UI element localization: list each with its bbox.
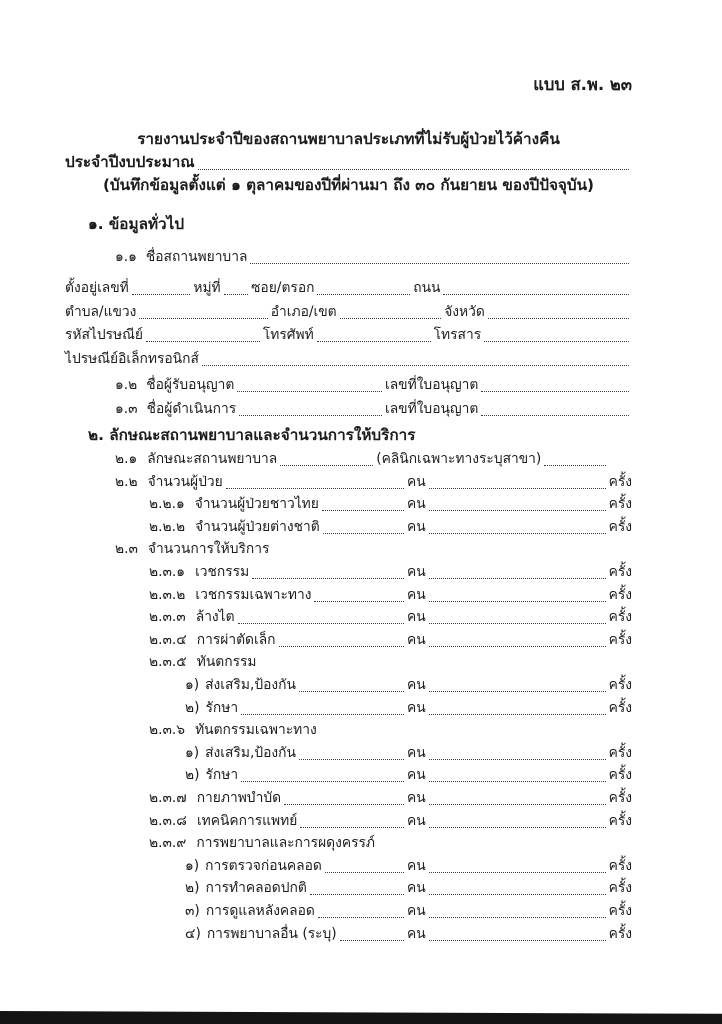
- unit-times-label: ครั้ง: [608, 473, 632, 490]
- item-number: ๒.๒.๒: [149, 518, 186, 535]
- item-label: การผ่าตัดเล็ก: [196, 631, 276, 648]
- subdistrict-blank: [139, 317, 267, 319]
- count-times-blank: [429, 713, 606, 715]
- unit-times-label: ครั้ง: [608, 564, 632, 581]
- fiscal-year-label: ประจำปีงบประมาณ: [65, 153, 195, 171]
- unit-times-label: ครั้ง: [608, 496, 632, 513]
- item-number: ๒.๓.๘: [149, 812, 187, 829]
- unit-times-label: ครั้ง: [608, 790, 632, 806]
- count-people-blank: [323, 532, 404, 534]
- licensee-name-blank: [237, 390, 382, 392]
- unit-people-label: คน: [407, 767, 426, 784]
- item-number: ๔): [185, 925, 201, 942]
- item-label: การดูแลหลังคลอด: [205, 902, 315, 919]
- form-content: [65, 0, 632, 945]
- count-times-blank: [429, 577, 606, 579]
- operator-name-blank: [239, 414, 382, 416]
- count-people-blank: [310, 893, 404, 895]
- road-label: ถนน: [413, 280, 441, 296]
- unit-people-label: คน: [407, 925, 426, 942]
- soi-label: ซอย/ตรอก: [251, 280, 315, 296]
- district-blank: [340, 317, 442, 319]
- unit-people-label: คน: [407, 586, 426, 603]
- count-people-blank: [241, 713, 404, 715]
- service-row: [65, 877, 632, 900]
- unit-people-label: คน: [407, 609, 426, 626]
- service-row: [65, 922, 632, 945]
- unit-times-label: ครั้ง: [608, 699, 632, 716]
- scan-artifact-bar: [0, 1011, 722, 1024]
- clinic-name-blank: [250, 262, 629, 264]
- licensee-label: ชื่อผู้รับอนุญาต: [146, 377, 235, 393]
- operator-row: [65, 396, 632, 420]
- facility-type-blank: [280, 464, 373, 466]
- count-people-blank: [325, 871, 404, 873]
- item-label: รักษา: [205, 767, 239, 784]
- province-label: จังหวัด: [444, 303, 485, 320]
- count-people-blank: [226, 487, 404, 489]
- unit-times-label: ครั้ง: [608, 586, 632, 603]
- unit-times-label: ครั้ง: [608, 925, 632, 942]
- service-row: [65, 719, 632, 742]
- count-times-blank: [429, 803, 606, 805]
- service-row: [65, 741, 632, 764]
- unit-people-label: คน: [407, 744, 426, 761]
- unit-people-label: คน: [407, 812, 426, 829]
- count-times-blank: [429, 645, 606, 647]
- count-people-blank: [300, 826, 404, 828]
- count-times-blank: [429, 939, 606, 941]
- item-label: ส่งเสริม,ป้องกัน: [205, 677, 296, 694]
- item-label: การพยาบาลและการผดุงครรภ์: [196, 835, 375, 852]
- form-code: แบบ ส.พ. ๒๓: [533, 75, 632, 94]
- unit-people-label: คน: [407, 473, 426, 490]
- service-row: [65, 606, 632, 629]
- service-row: [65, 515, 632, 538]
- count-people-blank: [340, 939, 404, 941]
- facility-type-label: ลักษณะสถานพยาบาล: [147, 451, 278, 468]
- item-number: ๑): [185, 744, 200, 761]
- item-number: ๒.๓.๑: [149, 564, 186, 581]
- item-label: จำนวนการให้บริการ: [147, 541, 270, 558]
- item-label: เวชกรรมเฉพาะทาง: [195, 586, 312, 603]
- service-row: [65, 854, 632, 877]
- service-row: [65, 899, 632, 922]
- address-row-1: [65, 276, 632, 300]
- address-row-3: [65, 323, 632, 347]
- service-row: [65, 560, 632, 583]
- clinic-name-row: [65, 244, 632, 268]
- item-number: ๑): [185, 857, 200, 874]
- postcode-label: รหัสไปรษณีย์: [65, 327, 144, 343]
- service-row: [65, 809, 632, 832]
- service-rows: [65, 470, 632, 944]
- item-label: จำนวนผู้ป่วย: [147, 473, 223, 490]
- item-number: ๒.๓.๔: [149, 631, 187, 648]
- item-label: จำนวนผู้ป่วยต่างชาติ: [195, 518, 320, 535]
- service-row: [65, 764, 632, 787]
- unit-people-label: คน: [407, 564, 426, 581]
- count-people-blank: [252, 577, 404, 579]
- count-times-blank: [429, 780, 606, 782]
- count-times-blank: [429, 509, 606, 511]
- item-label: กายภาพบำบัด: [196, 790, 282, 806]
- clinic-name-label: ชื่อสถานพยาบาล: [145, 248, 248, 265]
- form-title-line3: (บันทึกข้อมูลตั้งแต่ ๑ ตุลาคมของปีที่ผ่านมา ถึง ๓๐ กันยายน ของปีปัจจุบัน): [102, 176, 595, 194]
- license-no-blank: [481, 414, 629, 416]
- license-no-label: เลขที่ใบอนุญาต: [385, 400, 479, 417]
- item-label: ล้างไต: [195, 609, 235, 626]
- operator-label: ชื่อผู้ดำเนินการ: [146, 400, 237, 417]
- form-title-line2: [65, 151, 632, 174]
- unit-people-label: คน: [407, 631, 426, 648]
- count-times-blank: [429, 893, 606, 895]
- service-row: [65, 651, 632, 674]
- item-number: ๒.๑: [115, 451, 138, 468]
- item-number: ๓): [185, 902, 200, 919]
- count-people-blank: [279, 645, 404, 647]
- service-row: [65, 696, 632, 719]
- item-number: ๑): [185, 677, 200, 694]
- form-title-line1: รายงานประจำปีของสถานพยาบาลประเภทที่ไม่รับผู้ป่วยไว้ค้างคืน: [137, 130, 560, 148]
- service-row: [65, 583, 632, 606]
- count-times-blank: [429, 532, 606, 534]
- count-people-blank: [238, 622, 404, 624]
- specialty-note-label: (คลินิกเฉพาะทางระบุสาขา): [376, 451, 542, 468]
- unit-times-label: ครั้ง: [608, 857, 632, 874]
- count-people-blank: [299, 690, 404, 692]
- license-no-label: เลขที่ใบอนุญาต: [385, 377, 479, 393]
- unit-people-label: คน: [407, 677, 426, 694]
- subdistrict-label: ตำบล/แขวง: [65, 303, 137, 320]
- count-times-blank: [429, 487, 606, 489]
- count-times-blank: [429, 916, 606, 918]
- count-times-blank: [429, 600, 606, 602]
- unit-people-label: คน: [407, 518, 426, 535]
- count-times-blank: [429, 826, 606, 828]
- item-number: ๑.๓: [115, 400, 138, 417]
- item-number: ๒.๓.๕: [149, 654, 187, 671]
- item-number: ๒.๓.๙: [149, 835, 187, 852]
- email-label: ไปรษณีย์อิเล็กทรอนิกส์: [65, 350, 199, 367]
- soi-blank: [317, 293, 410, 295]
- item-number: ๒.๓.๒: [149, 586, 186, 603]
- section2-heading: ๒. ลักษณะสถานพยาบาลและจำนวนการให้บริการ: [88, 425, 416, 444]
- item-number: ๒.๒.๑: [149, 496, 185, 513]
- service-row: [65, 470, 632, 493]
- fax-label: โทรสาร: [433, 327, 482, 343]
- road-blank: [443, 293, 629, 295]
- unit-times-label: ครั้ง: [608, 880, 632, 897]
- count-people-blank: [284, 803, 404, 805]
- unit-people-label: คน: [407, 902, 426, 919]
- count-times-blank: [429, 690, 606, 692]
- item-label: การทำคลอดปกติ: [205, 880, 307, 897]
- unit-times-label: ครั้ง: [608, 902, 632, 919]
- count-times-blank: [429, 871, 606, 873]
- unit-times-label: ครั้ง: [608, 518, 632, 535]
- count-times-blank: [429, 758, 606, 760]
- unit-times-label: ครั้ง: [608, 677, 632, 694]
- fiscal-year-blank: [198, 168, 629, 170]
- item-number: ๒.๒: [115, 473, 138, 490]
- unit-times-label: ครั้ง: [608, 767, 632, 784]
- service-row: [65, 628, 632, 651]
- service-row: [65, 493, 632, 516]
- count-people-blank: [318, 916, 404, 918]
- item-label: จำนวนผู้ป่วยชาวไทย: [194, 496, 319, 513]
- facility-type-row: [65, 448, 632, 471]
- item-number: ๒.๓.๓: [149, 609, 186, 626]
- count-people-blank: [314, 600, 404, 602]
- item-number: ๑.๒: [115, 377, 138, 393]
- postcode-blank: [146, 340, 260, 342]
- count-people-blank: [322, 509, 404, 511]
- item-number: ๑.๑: [115, 248, 137, 265]
- service-row: [65, 538, 632, 561]
- item-number: ๒): [185, 880, 200, 897]
- count-people-blank: [299, 758, 404, 760]
- service-row: [65, 673, 632, 696]
- phone-blank: [317, 340, 431, 342]
- section1-heading: ๑. ข้อมูลทั่วไป: [88, 215, 185, 233]
- item-number: ๒.๓.๗: [149, 790, 187, 806]
- item-label: รักษา: [205, 699, 239, 716]
- license-no-blank: [481, 390, 629, 392]
- form-title-block: [65, 128, 632, 197]
- house-no-blank: [132, 293, 191, 295]
- moo-label: หมู่ที่: [193, 280, 221, 296]
- item-label: เทคนิคการแพทย์: [196, 812, 298, 829]
- email-row: [65, 346, 632, 370]
- fax-blank: [484, 340, 629, 342]
- unit-times-label: ครั้ง: [608, 631, 632, 648]
- unit-times-label: ครั้ง: [608, 744, 632, 761]
- email-blank: [202, 364, 629, 366]
- phone-label: โทรศัพท์: [262, 327, 314, 343]
- item-number: ๒.๓: [115, 541, 138, 558]
- address-row-2: [65, 299, 632, 323]
- unit-people-label: คน: [407, 790, 426, 806]
- section2-body: [65, 448, 632, 945]
- unit-times-label: ครั้ง: [608, 609, 632, 626]
- unit-people-label: คน: [407, 699, 426, 716]
- item-label: ทันตกรรม: [196, 654, 257, 671]
- count-people-blank: [241, 780, 404, 782]
- specialty-blank: [544, 464, 606, 466]
- item-number: ๒): [185, 699, 200, 716]
- item-label: การพยาบาลอื่น (ระบุ): [206, 925, 337, 942]
- count-times-blank: [429, 622, 606, 624]
- item-label: ทันตกรรมเฉพาะทาง: [195, 722, 317, 739]
- unit-people-label: คน: [407, 857, 426, 874]
- item-number: ๒): [185, 767, 200, 784]
- item-number: ๒.๓.๖: [149, 722, 186, 739]
- house-no-label: ตั้งอยู่เลขที่: [65, 280, 129, 296]
- item-label: เวชกรรม: [195, 564, 250, 581]
- service-row: [65, 786, 632, 809]
- district-label: อำเภอ/เขต: [270, 303, 337, 320]
- unit-people-label: คน: [407, 880, 426, 897]
- item-label: ส่งเสริม,ป้องกัน: [205, 744, 296, 761]
- item-label: การตรวจก่อนคลอด: [205, 857, 322, 874]
- unit-people-label: คน: [407, 496, 426, 513]
- service-row: [65, 832, 632, 855]
- province-blank: [488, 317, 629, 319]
- unit-times-label: ครั้ง: [608, 812, 632, 829]
- moo-blank: [224, 293, 248, 295]
- licensee-row: [65, 373, 632, 397]
